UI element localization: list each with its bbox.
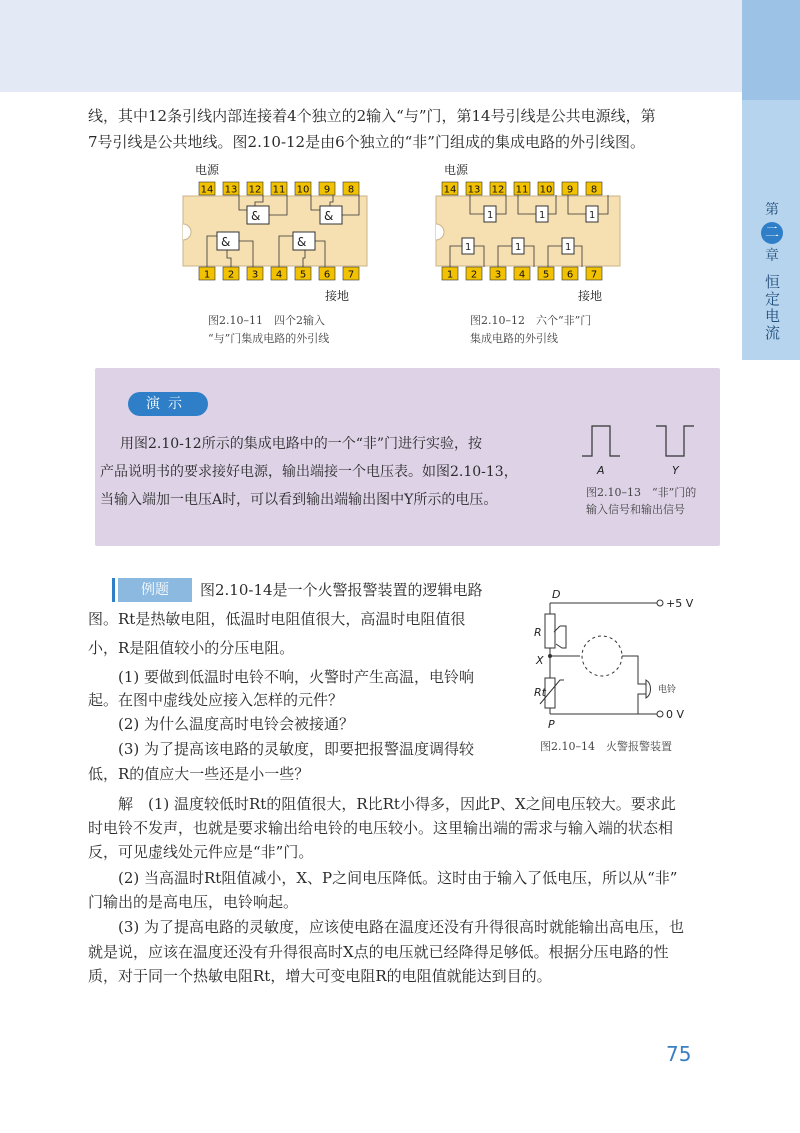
pin-number: 8 — [347, 184, 355, 196]
fire-alarm-circuit — [530, 588, 730, 738]
and-symbol: & — [221, 235, 231, 249]
wave-y-label: Y — [672, 464, 679, 477]
power-label: 电源 — [195, 163, 220, 177]
waveform-diagram — [580, 420, 710, 480]
not-symbol: 1 — [515, 242, 522, 253]
intro-line-1: 线，其中12条引线内部连接着4个独立的2输入“与”门，第14号引线是公共电源线，第 — [88, 107, 656, 125]
solution-line-6: (3) 为了提高电路的灵敏度，应该使电路在温度还没有升得很高时就能输出高电压，也 — [118, 918, 685, 936]
power-label: 电源 — [444, 163, 469, 177]
example-line-6: (2) 为什么温度高时电铃会被接通？ — [118, 715, 355, 733]
chapter-number: 二 — [761, 222, 783, 244]
not-symbol: 1 — [565, 242, 572, 253]
pin-number: 9 — [566, 184, 574, 196]
fig14-caption: 图2.10–14 火警报警装置 — [540, 740, 672, 753]
pin-number: 10 — [296, 184, 310, 196]
example-line-8: 低，R的值应大一些还是小一些？ — [88, 765, 310, 783]
fig11-caption-2: “与”门集成电路的外引线 — [208, 332, 330, 345]
input-pulse — [582, 426, 620, 456]
demo-line-1: 用图2.10-12所示的集成电路中的一个“非”门进行实验，按 — [120, 436, 483, 452]
pin-number: 12 — [491, 184, 505, 196]
demo-badge: 演示 — [128, 392, 208, 416]
solution-line-7: 就是说，应该在温度还没有升得很高时X点的电压就已经降得足够低。根据分压电路的性 — [88, 943, 669, 961]
demo-line-3: 当输入端加一电压A时，可以看到输出端输出图中Y所示的电压。 — [100, 492, 498, 508]
not-symbol: 1 — [487, 210, 494, 221]
pin-number: 14 — [443, 184, 457, 196]
node-d: D — [552, 588, 561, 601]
thermistor-rt — [545, 678, 555, 708]
zero-v-label: 0 V — [666, 708, 685, 721]
example-line-4: (1) 要做到低温时电铃不响，火警时产生高温，电铃响 — [118, 668, 475, 686]
fig12-caption-1: 图2.10–12 六个“非”门 — [470, 314, 592, 327]
not-symbol: 1 — [589, 210, 596, 221]
solution-line-3: 反，可见虚线处元件应是“非”门。 — [88, 843, 314, 861]
example-line-5: 起。在图中虚线处应接入怎样的元件？ — [88, 691, 344, 709]
and-symbol: & — [251, 209, 261, 223]
not-gate-chip-diagram — [432, 160, 632, 305]
example-line-7: (3) 为了提高该电路的灵敏度，即要把报警温度调得较 — [118, 740, 475, 758]
chapter-di: 第 — [765, 202, 779, 218]
pin-number: 1 — [446, 269, 454, 281]
chapter-label — [752, 200, 792, 342]
not-symbol: 1 — [539, 210, 546, 221]
solution-line-4: (2) 当高温时Rt阻值减小，X、P之间电压降低。这时由于输入了低电压，所以从“非” — [118, 869, 678, 887]
pin-number: 9 — [323, 184, 331, 196]
fig12-caption-2: 集成电路的外引线 — [470, 332, 558, 345]
pin-number: 10 — [539, 184, 553, 196]
plus5v-label: +5 V — [666, 597, 694, 610]
pin-number: 4 — [518, 269, 526, 281]
pin-number: 6 — [323, 269, 331, 281]
dashed-element — [582, 636, 622, 676]
pin-number: 2 — [227, 269, 235, 281]
pin-number: 7 — [590, 269, 598, 281]
node-x: X — [536, 654, 544, 667]
solution-line-8: 质，对于同一个热敏电阻Rt，增大可变电阻R的电阻值就能达到目的。 — [88, 967, 552, 985]
pin-number: 12 — [248, 184, 262, 196]
example-line-1: 图2.10-14是一个火警报警装置的逻辑电路 — [200, 581, 483, 599]
solution-line-5: 门输出的是高电压，电铃响起。 — [88, 893, 299, 911]
intro-line-2: 7号引线是公共地线。图2.10-12是由6个独立的“非”门组成的集成电路的外引线图。 — [88, 133, 645, 151]
fig13-caption-1: 图2.10–13 “非”门的 — [586, 486, 697, 499]
bell-icon — [646, 680, 651, 698]
pin-number: 8 — [590, 184, 598, 196]
pin-number: 3 — [494, 269, 502, 281]
resistor-r — [545, 614, 555, 648]
pin-number: 14 — [200, 184, 214, 196]
pin-number: 2 — [470, 269, 478, 281]
rt-label: Rt — [534, 686, 546, 699]
pin-number: 3 — [251, 269, 259, 281]
example-badge: 例题 — [118, 578, 192, 602]
pin-number: 1 — [203, 269, 211, 281]
output-pulse — [656, 426, 694, 456]
pin-number: 6 — [566, 269, 574, 281]
pin-number: 5 — [299, 269, 307, 281]
and-symbol: & — [324, 209, 334, 223]
chapter-zhang: 章 — [765, 248, 779, 264]
top-band — [0, 0, 742, 92]
solution-line-1: 解 (1) 温度较低时Rt的阻值很大，R比Rt小得多，因此P、X之间电压较大。要求此 — [118, 795, 676, 813]
page-number: 75 — [666, 1042, 692, 1066]
pin-number: 4 — [275, 269, 283, 281]
wave-a-label: A — [597, 464, 605, 477]
and-gate-chip-diagram — [175, 160, 375, 305]
pin-number: 5 — [542, 269, 550, 281]
ground-label: 接地 — [325, 289, 350, 303]
bell-label: 电铃 — [658, 685, 677, 695]
pin-number: 13 — [224, 184, 238, 196]
example-line-2: 图。Rt是热敏电阻，低温时电阻值很大，高温时电阻值很 — [88, 610, 466, 628]
pin-number: 11 — [515, 184, 529, 196]
node-p: P — [548, 718, 555, 731]
ground-label: 接地 — [578, 289, 603, 303]
fig11-caption-1: 图2.10–11 四个2输入 — [208, 314, 325, 327]
demo-line-2: 产品说明书的要求接好电源，输出端接一个电压表。如图2.10-13， — [100, 464, 518, 480]
chapter-title: 恒定电流 — [763, 274, 781, 342]
and-symbol: & — [297, 235, 307, 249]
not-symbol: 1 — [465, 242, 472, 253]
solution-line-2: 时电铃不发声，也就是要求输出给电铃的电压较小。这里输出端的需求与输入端的状态相 — [88, 819, 674, 837]
pin-number: 7 — [347, 269, 355, 281]
r-label: R — [534, 626, 542, 639]
pin-number: 11 — [272, 184, 286, 196]
example-line-3: 小，R是阻值较小的分压电阻。 — [88, 639, 295, 657]
fig13-caption-2: 输入信号和输出信号 — [586, 503, 685, 516]
pin-number: 13 — [467, 184, 481, 196]
